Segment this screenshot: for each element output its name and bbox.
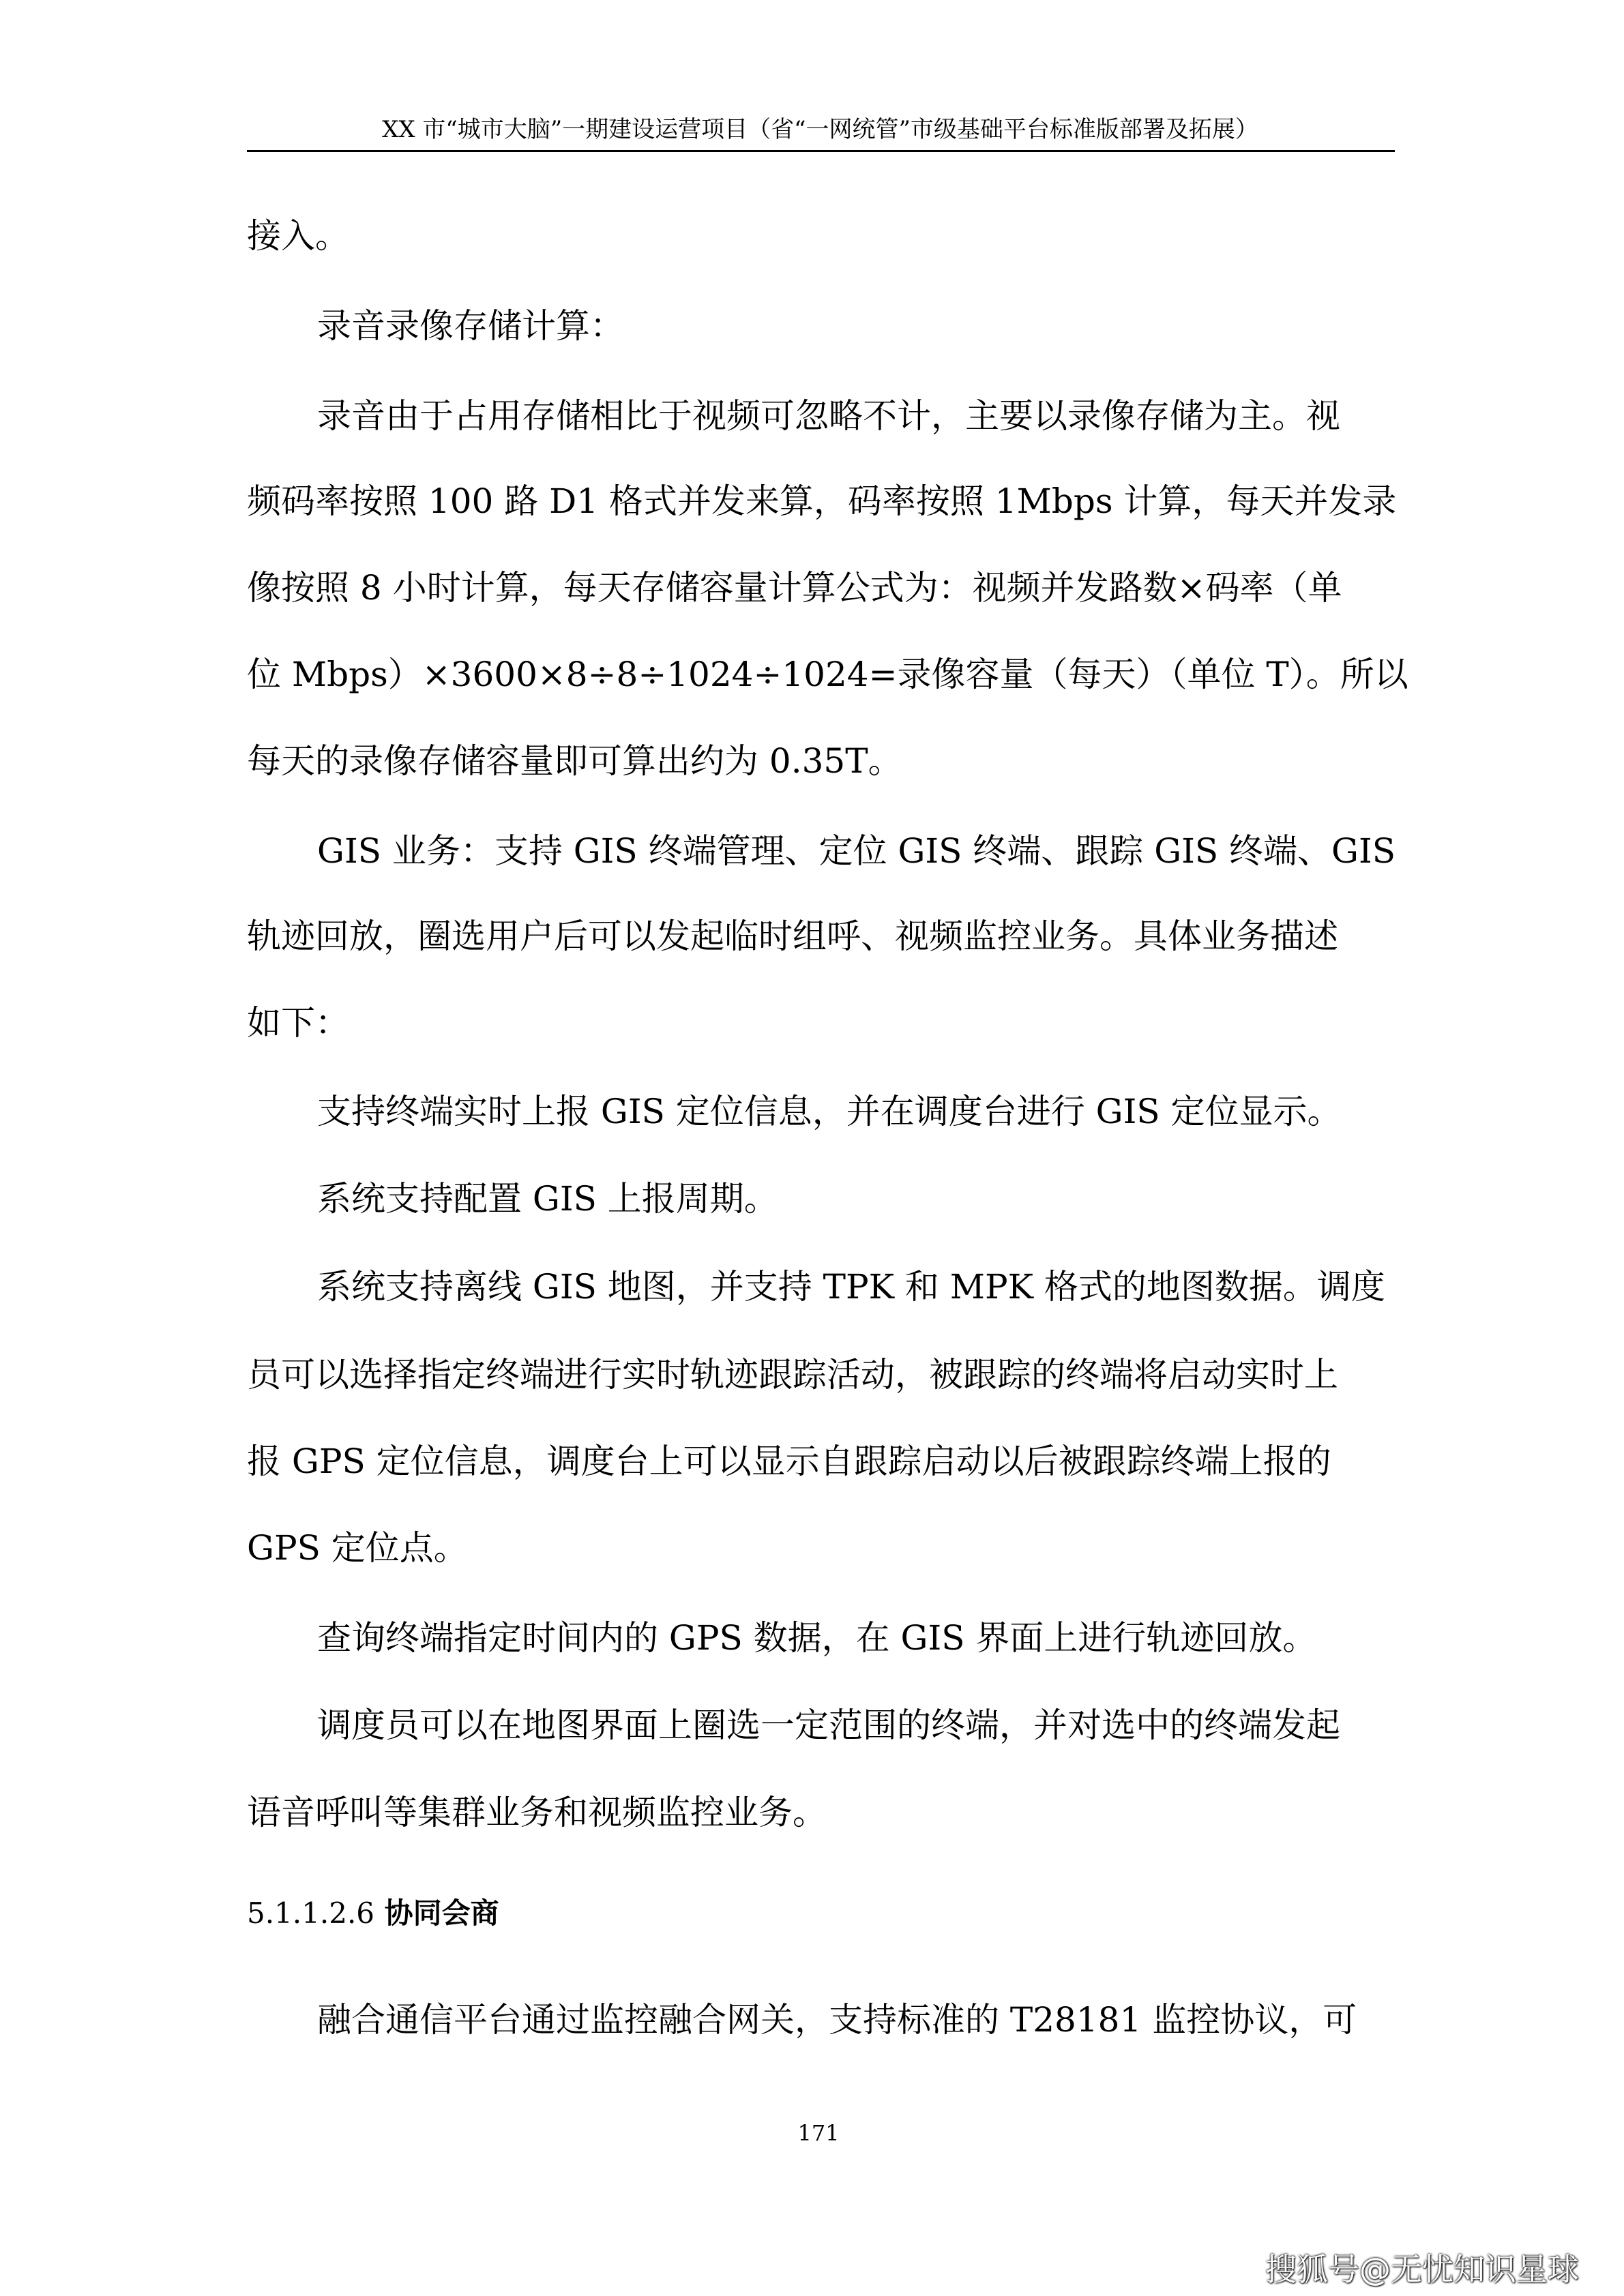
section-title: 协同会商 [384,1896,499,1930]
body-line: 频码率按照 100 路 D1 格式并发来算，码率按照 1Mbps 计算，每天并发录 [247,481,1397,521]
body-line: 查询终端指定时间内的 GPS 数据，在 GIS 界面上进行轨迹回放。 [317,1618,1317,1658]
body-line: 支持终端实时上报 GIS 定位信息，并在调度台进行 GIS 定位显示。 [317,1092,1342,1131]
body-line: 录音录像存储计算： [317,306,624,346]
body-line: 接入。 [247,216,349,256]
section-number: 5.1.1.2.6 [247,1896,375,1930]
watermark: 搜狐号@无忧知识星球 [1265,2251,1579,2288]
header-rule [247,150,1395,152]
body-line: 调度员可以在地图界面上圈选一定范围的终端，并对选中的终端发起 [317,1705,1340,1745]
page-number: 171 [797,2120,840,2146]
body-line: 位 Mbps）×3600×8÷8÷1024÷1024=录像容量（每天）（单位 T）。所以 [247,655,1408,694]
body-line: GPS 定位点。 [247,1528,468,1568]
section-heading [247,1896,499,1931]
body-line: 系统支持配置 GIS 上报周期。 [317,1179,778,1219]
body-line: GIS 业务：支持 GIS 终端管理、定位 GIS 终端、跟踪 GIS 终端、GIS [317,831,1396,871]
body-line: 员可以选择指定终端进行实时轨迹跟踪活动，被跟踪的终端将启动实时上 [247,1355,1338,1395]
body-line: 如下： [247,1003,349,1043]
body-line: 轨迹回放，圈选用户后可以发起临时组呼、视频监控业务。具体业务描述 [247,916,1338,956]
body-line: 语音呼叫等集群业务和视频监控业务。 [247,1793,827,1832]
body-line: 系统支持离线 GIS 地图，并支持 TPK 和 MPK 格式的地图数据。调度 [317,1267,1385,1307]
page-header: XX 市“城市大脑”一期建设运营项目（省“一网统管”市级基础平台标准版部署及拓展） [382,116,1258,143]
body-line: 每天的录像存储容量即可算出约为 0.35T。 [247,741,902,781]
body-line: 融合通信平台通过监控融合网关，支持标准的 T28181 监控协议，可 [317,2000,1357,2040]
body-line: 像按照 8 小时计算，每天存储容量计算公式为：视频并发路数×码率（单 [247,568,1342,608]
body-line: 报 GPS 定位信息，调度台上可以显示自跟踪启动以后被跟踪终端上报的 [247,1442,1331,1481]
body-line: 录音由于占用存储相比于视频可忽略不计，主要以录像存储为主。视 [317,396,1340,436]
